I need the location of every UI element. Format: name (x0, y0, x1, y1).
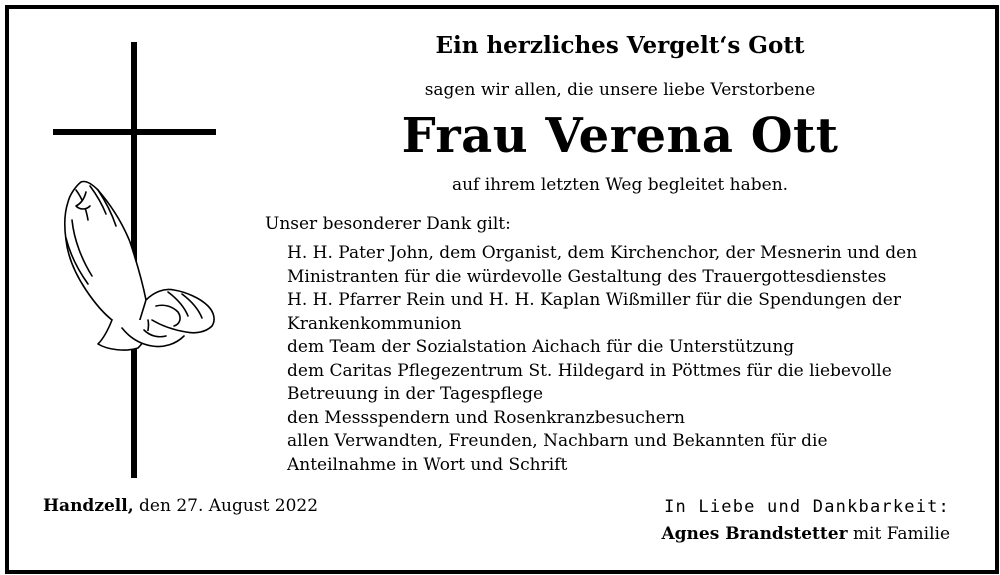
praying-hands-icon (56, 180, 226, 355)
notice-intro: sagen wir allen, die unsere liebe Verstorbene (424, 80, 816, 100)
date: den 27. August 2022 (139, 496, 319, 516)
notice-heading: Ein herzliches Vergelt‘s Gott (435, 32, 805, 59)
closing-block (661, 494, 950, 548)
thanks-line: Anteilnahme in Wort und Schrift (287, 454, 568, 475)
thanks-line: dem Caritas Pflegezentrum St. Hildegard in Pöttmes für die liebevolle (287, 360, 892, 381)
deceased-name: Frau Verena Ott (401, 108, 839, 164)
thanks-line: allen Verwandten, Freunden, Nachbarn und Bekannten für die (287, 431, 828, 451)
thanks-label: Unser besonderer Dank gilt: (265, 214, 511, 234)
place-date (43, 496, 318, 516)
cross-bar (53, 129, 216, 135)
thanks-line: H. H. Pater John, dem Organist, dem Kirchenchor, der Mesnerin und den (287, 243, 918, 263)
signer-line (661, 521, 950, 548)
thanks-line: dem Team der Sozialstation Aichach für die Unterstützung (287, 337, 795, 357)
signer-suffix: mit Familie (852, 524, 950, 544)
notice-after-name: auf ihrem letzten Weg begleitet haben. (451, 175, 789, 195)
thanks-line: H. H. Pfarrer Rein und H. H. Kaplan Wißmiller für die Spendungen der (287, 290, 901, 310)
thanks-list (287, 242, 917, 477)
thanks-line: Ministranten für die würdevolle Gestaltung des Trauergottesdienstes (287, 266, 887, 287)
thanks-line: den Messspendern und Rosenkranzbesuchern (287, 407, 685, 428)
thanks-line: Krankenkommunion (287, 313, 462, 334)
thanks-line: Betreuung in der Tagespflege (287, 384, 544, 404)
place: Handzell, (43, 496, 134, 516)
closing-line: In Liebe und Dankbarkeit: (664, 497, 950, 517)
signer-name: Agnes Brandstetter (661, 524, 848, 544)
